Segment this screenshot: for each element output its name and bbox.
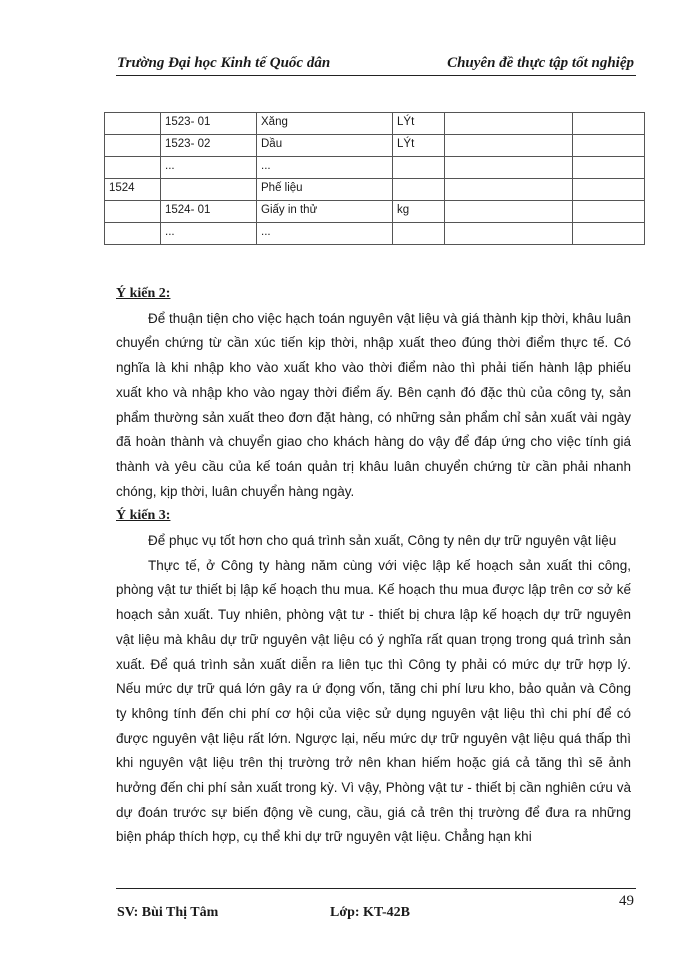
table-cell	[445, 201, 573, 223]
table-cell: 1524- 01	[161, 201, 257, 223]
page-number: 49	[619, 893, 634, 909]
table-cell: Giấy in thử	[257, 201, 393, 223]
table-cell: ...	[161, 223, 257, 245]
table-cell	[445, 135, 573, 157]
table-row	[105, 223, 645, 245]
page-header	[116, 52, 636, 76]
table-cell: 1523- 02	[161, 135, 257, 157]
table-cell	[445, 223, 573, 245]
table-cell	[105, 201, 161, 223]
table-cell: ...	[257, 157, 393, 179]
table-cell	[573, 113, 645, 135]
table-cell	[573, 157, 645, 179]
table-cell: 1523- 01	[161, 113, 257, 135]
table-row	[105, 135, 645, 157]
table-cell: kg	[393, 201, 445, 223]
school-name: Trường Đại học Kinh tế Quốc dân	[117, 55, 331, 71]
table-cell	[573, 201, 645, 223]
opinion-3-heading: Ý kiến 3:	[116, 508, 171, 524]
table-cell	[445, 179, 573, 201]
table-cell: ...	[161, 157, 257, 179]
table-cell	[105, 223, 161, 245]
table-cell: Dầu	[257, 135, 393, 157]
table-cell: LÝt	[393, 135, 445, 157]
table-row	[105, 179, 645, 201]
table-row	[105, 113, 645, 135]
materials-table	[104, 112, 645, 245]
student-name: SV: Bùi Thị Tâm	[117, 905, 219, 920]
table-cell	[161, 179, 257, 201]
table-cell	[393, 157, 445, 179]
opinion-2-heading: Ý kiến 2:	[116, 286, 171, 301]
table-cell	[105, 113, 161, 135]
table-cell	[105, 135, 161, 157]
table-cell	[393, 179, 445, 201]
table-cell	[445, 157, 573, 179]
table-cell: 1524	[105, 179, 161, 201]
table-cell	[573, 135, 645, 157]
table-cell: LÝt	[393, 113, 445, 135]
table-row	[105, 201, 645, 223]
opinion-3-paragraph-2: Thực tế, ở Công ty hàng năm cùng với việc lập kế hoạch sản xuất thi công, phòng vật tư thiết bị lập kế hoạch thu mua. Kế hoạch thu mua được lập trên cơ sở kế hoạch sản xuất. Tuy nhiên, phòng vật tư - thiết bị chưa lập kế hoạch dự trữ nguyên vật liệu mà khâu dự trữ nguyên vật liệu có ý nghĩa rất quan trọng trong quá trình sản xuất. Để quá trình sản xuất diễn ra liên tục thì Công ty phải có mức dự trữ hợp lý. Nếu mức dự trữ quá lớn gây ra ứ đọng vốn, tăng chi phí lưu kho, bảo quản và Công ty không tính đến chi phí cơ hội của việc sử dụng nguyên vật liệu thì chi phí để có được nguyên vật liệu rất lớn. Ngược lại, nếu mức dự trữ nguyên vật liệu quá thấp thì khi nguyên vật liệu trên thị trường trở nên khan hiếm hoặc giá cả tăng thì sẽ ảnh hưởng đến chi phí sản xuất trong kỳ. Vì vậy, Phòng vật tư - thiết bị cần nghiên cứu và dự đoán trước sự biến động về cung, cầu, giá cả trên thị trường để đưa ra những biện pháp thích hợp, cụ thể khi dự trữ nguyên vật liệu. Chẳng hạn khi	[116, 557, 631, 845]
document-body	[116, 282, 631, 850]
report-type: Chuyên đề thực tập tốt nghiệp	[447, 55, 634, 71]
table-cell	[445, 113, 573, 135]
table-cell	[573, 179, 645, 201]
table-cell	[393, 223, 445, 245]
table-cell	[573, 223, 645, 245]
table-cell	[105, 157, 161, 179]
opinion-3-paragraph-1: Để phục vụ tốt hơn cho quá trình sản xuất, Công ty nên dự trữ nguyên vật liệu	[148, 533, 617, 549]
page-footer	[116, 888, 636, 918]
opinion-2-paragraph: Để thuận tiện cho việc hạch toán nguyên vật liệu và giá thành kịp thời, khâu luân chuyển chứng từ cần xúc tiến kịp thời, nhập xuất theo đúng thời điểm thực tế. Có nghĩa là khi nhập kho vào xuất kho vào thời điểm nào thì phải tiến hành lập phiếu xuất kho và nhập kho vào ngay thời điểm ấy. Bên cạnh đó đặc thù của công ty, sản phẩm thường sản xuất theo đơn đặt hàng, có những sản phẩm chỉ sản xuất vài ngày đã hoàn thành và chuyển giao cho khách hàng do vậy để đáp ứng cho việc tính giá thành và yêu cầu của kế toán quản trị khâu luân chuyển chứng từ cần phải nhanh chóng, kịp thời, luân chuyển hàng ngày.	[116, 310, 631, 499]
table-cell: Xăng	[257, 113, 393, 135]
table-row	[105, 157, 645, 179]
table-cell: Phế liệu	[257, 179, 393, 201]
class-name: Lớp: KT-42B	[330, 905, 410, 920]
table-cell: ...	[257, 223, 393, 245]
